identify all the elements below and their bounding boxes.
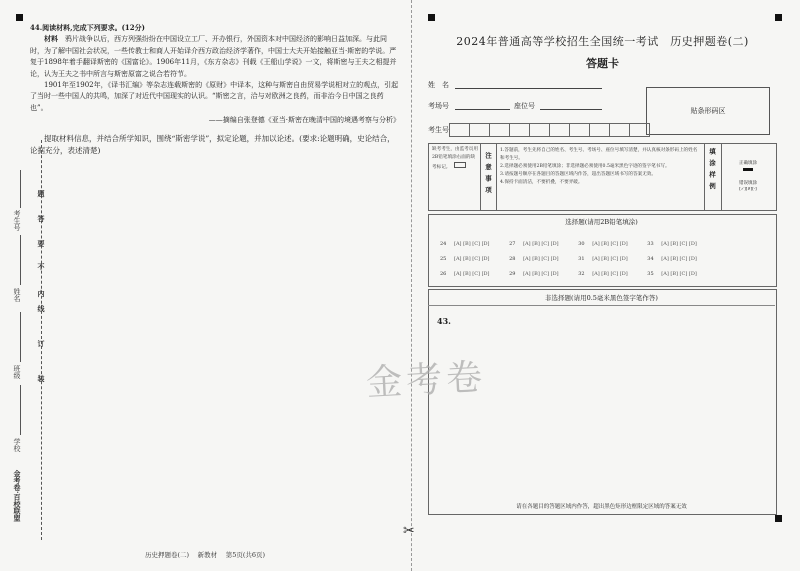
brand-label: 金考卷·百校联盟	[13, 470, 22, 522]
corner-mark-right-top	[428, 14, 435, 21]
q-number: 32	[578, 271, 585, 277]
option-bubbles[interactable]: [A] [B] [C] [D]	[592, 271, 628, 277]
binding-word-3: 线	[37, 305, 46, 312]
q-number: 31	[578, 256, 585, 262]
seat-field[interactable]	[540, 109, 602, 110]
wrong-sample-label: 错误填涂	[739, 181, 757, 186]
left-footer	[145, 550, 265, 559]
material-label: 材料	[44, 34, 58, 44]
wrong-sample	[728, 180, 768, 191]
barcode-area: 贴条形码区	[646, 87, 770, 135]
binding-word-8: 题	[37, 190, 46, 197]
fill-line-school	[20, 385, 21, 435]
attention-item: 1.答题前，考生先将自己的姓名、考生号、考场号、座位号填写清楚，并认真核对条形码上的姓名和考生号。	[500, 148, 698, 161]
footer-page: 第5页(共6页)	[225, 551, 266, 559]
choice-section-title: 选择题(请用2B铅笔填涂)	[565, 218, 638, 226]
attention-list	[500, 147, 700, 187]
corner-mark-top-right	[775, 14, 782, 21]
binding-word-5: 不	[37, 263, 46, 270]
corner-mark-bottom-right	[775, 515, 782, 522]
choice-row-2	[440, 256, 697, 262]
option-bubbles[interactable]: [A] [B] [C] [D]	[661, 271, 697, 277]
q-number: 34	[647, 256, 654, 262]
fill-line-class	[20, 312, 21, 362]
attention-item: 3.请按题号顺序在各题目的答题区域内作答，超出答题区域书写的答案无效。	[500, 172, 656, 177]
corner-mark-top-left	[16, 14, 23, 21]
q-number: 33	[647, 241, 654, 247]
exam-title: 2024年普通高等学校招生全国统一考试 历史押题卷(二)	[456, 35, 749, 48]
option-bubbles[interactable]: [A] [B] [C] [D]	[523, 256, 559, 262]
q-number: 26	[440, 271, 447, 277]
absent-mark[interactable]	[454, 162, 466, 168]
exam-room-label: 考场号	[428, 102, 449, 110]
attention-label: 注意事项	[484, 152, 492, 198]
q-number: 35	[647, 271, 654, 277]
q44-heading: 44.阅读材料,完成下列要求。(12分)	[30, 23, 145, 32]
q-number: 29	[509, 271, 516, 277]
material-source: ——摘编自张登德《亚当·斯密在晚清中国的境遇考察与分析》	[208, 116, 400, 125]
correct-sample-mark	[743, 168, 753, 171]
name-field[interactable]	[455, 88, 602, 89]
q-number: 28	[509, 256, 516, 262]
watermark: 金考卷	[365, 356, 488, 405]
side-label-name: 姓名	[13, 288, 21, 302]
choice-row-3	[440, 271, 697, 277]
material-paragraph-1: 材料 鸦片战争以后，西方列强纷纷在中国设立工厂、开办银行，外国资本对中国经济的影响日益加深。与此同时，为了解中国社会状况，一些传教士和商人开始译介西方政治经济学著作，中国士大夫开始接触亚当·斯密的学说。严复于1898年着手翻译斯密的《国富论》。1906年11月，《东方杂志》刊载《王船山学说》一文，将斯密与王夫之相提并论，认为王夫之书中所言与斯密原富之说合若符节。	[30, 34, 397, 78]
question-44	[30, 22, 400, 157]
option-bubbles[interactable]: [A] [B] [C] [D]	[454, 241, 490, 247]
footer-edition: 新教材	[197, 551, 218, 559]
option-bubbles[interactable]: [A] [B] [C] [D]	[523, 241, 559, 247]
side-label-candidate-no: 考生号	[13, 210, 21, 231]
seat-label: 座位号	[514, 102, 535, 110]
option-bubbles[interactable]: [A] [B] [C] [D]	[454, 271, 490, 277]
side-label-class: 班级	[13, 365, 21, 379]
nonchoice-section-title: 非选择题(请用0.5毫米黑色签字笔作答)	[545, 294, 658, 302]
option-bubbles[interactable]: [A] [B] [C] [D]	[454, 256, 490, 262]
option-bubbles[interactable]: [A] [B] [C] [D]	[592, 241, 628, 247]
binding-word-2: 订	[37, 340, 46, 347]
candidate-no-label: 考生号	[428, 126, 449, 134]
binding-word-6: 要	[37, 240, 46, 247]
fill-line-name	[20, 235, 21, 285]
scissors-icon: ✂	[403, 523, 415, 539]
q-number: 24	[440, 241, 447, 247]
fold-line	[411, 0, 412, 571]
q44-task: 提取材料信息，并结合所学知识，围绕“斯密学说”，拟定论题，并加以论述。(要求:论题明确，史论结合，论据充分，表述清楚)	[30, 133, 395, 155]
q43-answer-label: 43.	[437, 316, 451, 326]
q-number: 25	[440, 256, 447, 262]
nonchoice-divider	[428, 305, 775, 306]
material-paragraph-2: 1901年至1902年，《译书汇编》等杂志连载斯密的《原财》中译本，这种与斯密自由贸易学说相对立的观点，引起了当时一些中国人的共鸣，加深了对近代中国现实的认识。“斯密之言，洽与对欧洲之良药，而非治今日中国之良药也”。	[30, 81, 399, 112]
correct-sample	[728, 160, 768, 173]
name-label: 姓 名	[428, 81, 449, 89]
candidate-no-grid[interactable]	[449, 123, 649, 137]
fill-line-candidate-no	[20, 170, 21, 208]
choice-row-1	[440, 241, 697, 247]
answer-card-title: 答题卡	[586, 57, 619, 70]
option-bubbles[interactable]: [A] [B] [C] [D]	[592, 256, 628, 262]
fill-sample-label: 填涂样例	[708, 148, 716, 194]
q-number: 30	[578, 241, 585, 247]
binding-word-7: 答	[37, 215, 46, 222]
option-bubbles[interactable]: [A] [B] [C] [D]	[661, 241, 697, 247]
option-bubbles[interactable]: [A] [B] [C] [D]	[661, 256, 697, 262]
q-number: 27	[509, 241, 516, 247]
wrong-sample-marks: [✓][✗][-]	[739, 186, 757, 191]
side-label-school: 学校	[13, 438, 21, 452]
option-bubbles[interactable]: [A] [B] [C] [D]	[523, 271, 559, 277]
binding-word-1: 装	[37, 375, 46, 382]
binding-word-4: 内	[37, 290, 46, 297]
attention-item: 2.选择题必须使用2B铅笔填涂；非选择题必须使用0.5毫米黑色字迹的签字笔书写。	[500, 164, 670, 169]
absent-note: 缺考考生，由监考员用2B铅笔填涂右面的缺考标记。	[432, 147, 478, 170]
exam-room-field[interactable]	[455, 109, 510, 110]
attention-item: 4.保持卡面清洁，不要折叠，不要弄破。	[500, 180, 583, 185]
footer-subject: 历史押题卷(二)	[145, 551, 190, 559]
answer-area-note: 请在各题目的答题区域内作答，超出黑色矩形边框限定区域的答案无效	[516, 504, 687, 510]
correct-sample-label: 正确填涂	[739, 161, 757, 166]
